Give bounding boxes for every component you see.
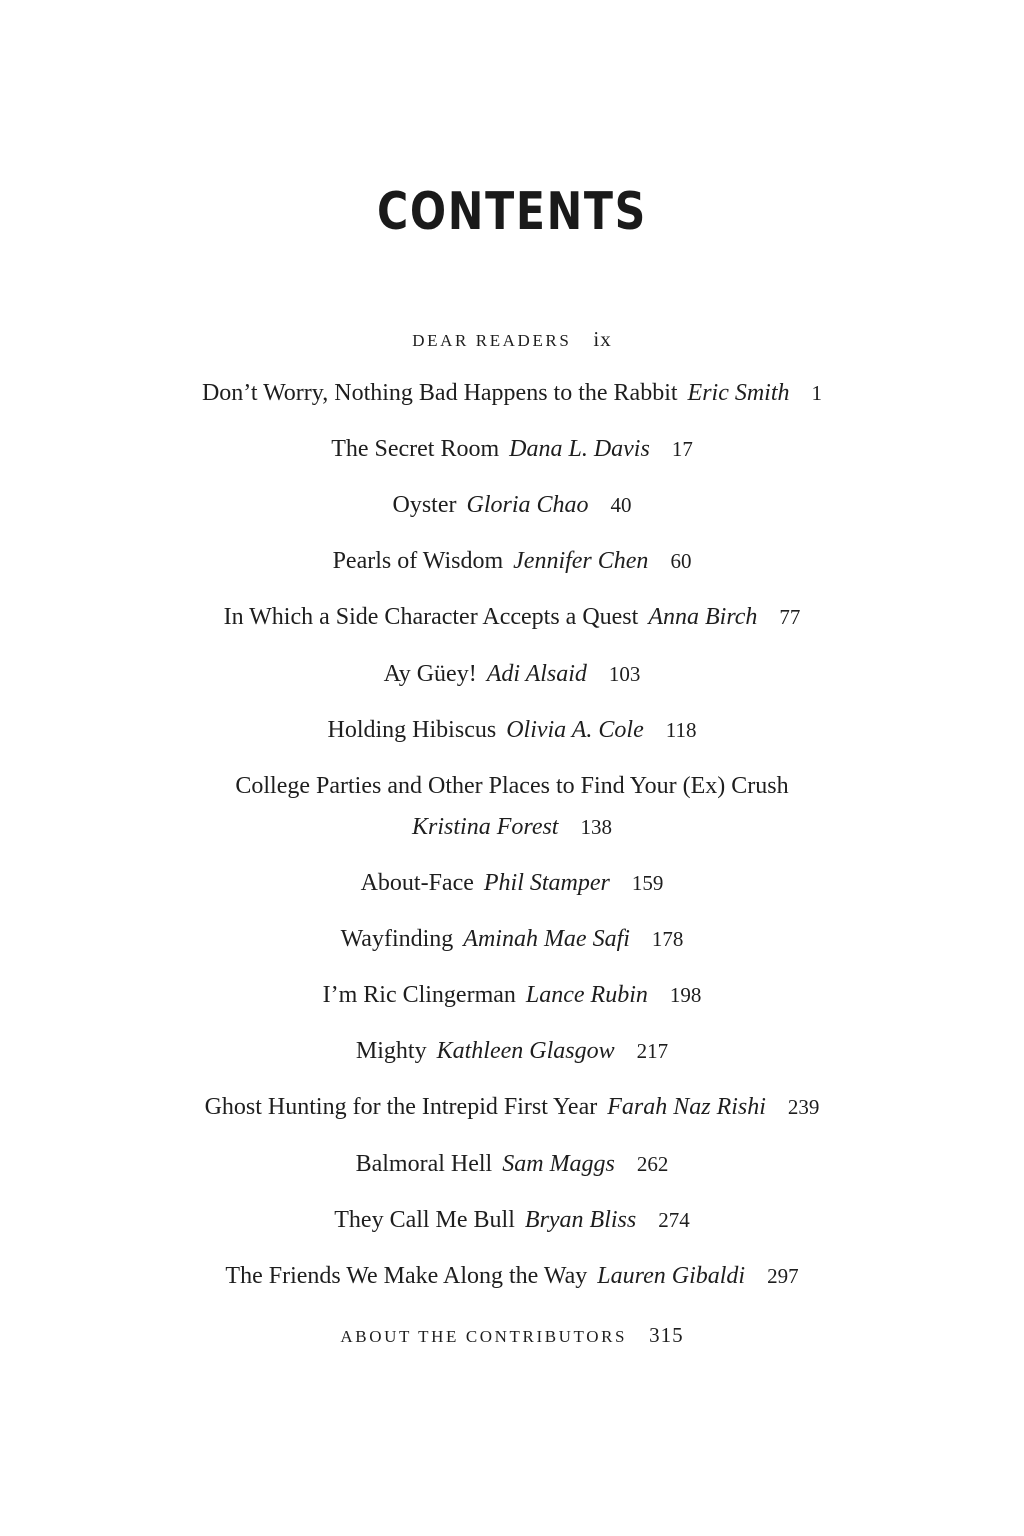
toc-back-matter[interactable] (0, 1320, 1024, 1352)
page-number: 103 (608, 662, 641, 686)
story-title: About-Face (360, 870, 474, 896)
front-matter-page: ix (593, 327, 612, 351)
toc-entry[interactable] (0, 868, 1024, 898)
story-author: Dana L. Davis (509, 436, 650, 462)
page-number: 17 (671, 437, 693, 461)
story-author: Adi Alsaid (486, 661, 587, 687)
story-author: Gloria Chao (466, 492, 589, 518)
page-number: 138 (580, 815, 612, 839)
story-author: Phil Stamper (483, 870, 610, 896)
story-author: Lauren Gibaldi (597, 1263, 746, 1289)
story-author: Lance Rubin (525, 982, 648, 1008)
back-matter-page: 315 (649, 1323, 684, 1347)
toc-entry[interactable] (0, 378, 1024, 408)
page-number: 239 (787, 1095, 820, 1119)
story-title: Oyster (392, 492, 457, 518)
story-title: Don’t Worry, Nothing Bad Happens to the Rabbit (201, 380, 678, 406)
toc-entry[interactable] (0, 715, 1024, 745)
toc-entry[interactable] (0, 1036, 1024, 1066)
page-number: 40 (610, 493, 632, 517)
story-title: Balmoral Hell (355, 1151, 493, 1177)
page-number: 77 (779, 605, 801, 629)
front-matter-label: DEAR READERS (412, 331, 572, 350)
back-matter-label: ABOUT THE CONTRIBUTORS (340, 1327, 628, 1346)
toc-entry[interactable] (0, 490, 1024, 520)
page-number: 1 (811, 381, 823, 405)
story-author: Kristina Forest (412, 814, 559, 840)
story-title: The Secret Room (331, 436, 500, 462)
page-number: 217 (636, 1039, 669, 1063)
story-title: Ay Güey! (383, 661, 477, 687)
story-author: Eric Smith (687, 380, 790, 406)
page-number: 159 (631, 871, 664, 895)
toc-entry[interactable] (0, 659, 1024, 689)
toc-entry-title-line[interactable] (0, 771, 1024, 801)
story-author: Sam Maggs (502, 1151, 615, 1177)
story-author: Olivia A. Cole (506, 717, 644, 743)
story-author: Aminah Mae Safi (463, 926, 630, 952)
page-number: 198 (669, 983, 702, 1007)
toc-entry[interactable] (0, 1261, 1024, 1291)
page-number: 262 (636, 1152, 669, 1176)
page-number: 178 (651, 927, 684, 951)
story-title: I’m Ric Clingerman (322, 982, 516, 1008)
toc-entry[interactable] (0, 434, 1024, 464)
story-title: Holding Hibiscus (327, 717, 497, 743)
story-author: Anna Birch (648, 604, 758, 630)
page-number: 274 (658, 1208, 690, 1232)
toc-entry[interactable] (0, 546, 1024, 576)
page-number: 118 (665, 718, 697, 742)
story-title: The Friends We Make Along the Way (225, 1263, 588, 1289)
page-number: 60 (670, 549, 692, 573)
story-author: Kathleen Glasgow (436, 1038, 615, 1064)
page-number: 297 (767, 1264, 799, 1288)
page-title: CONTENTS (376, 182, 648, 242)
story-title: Mighty (355, 1038, 427, 1064)
story-title: Pearls of Wisdom (332, 548, 504, 574)
toc-entry-author-line[interactable] (0, 812, 1024, 842)
toc-entry[interactable] (0, 980, 1024, 1010)
story-author: Farah Naz Rishi (607, 1094, 766, 1120)
story-title: They Call Me Bull (334, 1207, 515, 1233)
toc-entry[interactable] (0, 924, 1024, 954)
toc-front-matter[interactable] (0, 324, 1024, 356)
toc-entry[interactable] (0, 602, 1024, 632)
story-author: Jennifer Chen (513, 548, 649, 574)
story-author: Bryan Bliss (524, 1207, 637, 1233)
story-title: In Which a Side Character Accepts a Quest (223, 604, 639, 630)
story-title: Wayfinding (340, 926, 454, 952)
toc-entry[interactable] (0, 1092, 1024, 1122)
story-title: College Parties and Other Places to Find Your (Ex) Crush (235, 773, 789, 799)
toc-entry[interactable] (0, 1205, 1024, 1235)
toc-entry[interactable] (0, 1149, 1024, 1179)
story-title: Ghost Hunting for the Intrepid First Year (204, 1094, 598, 1120)
